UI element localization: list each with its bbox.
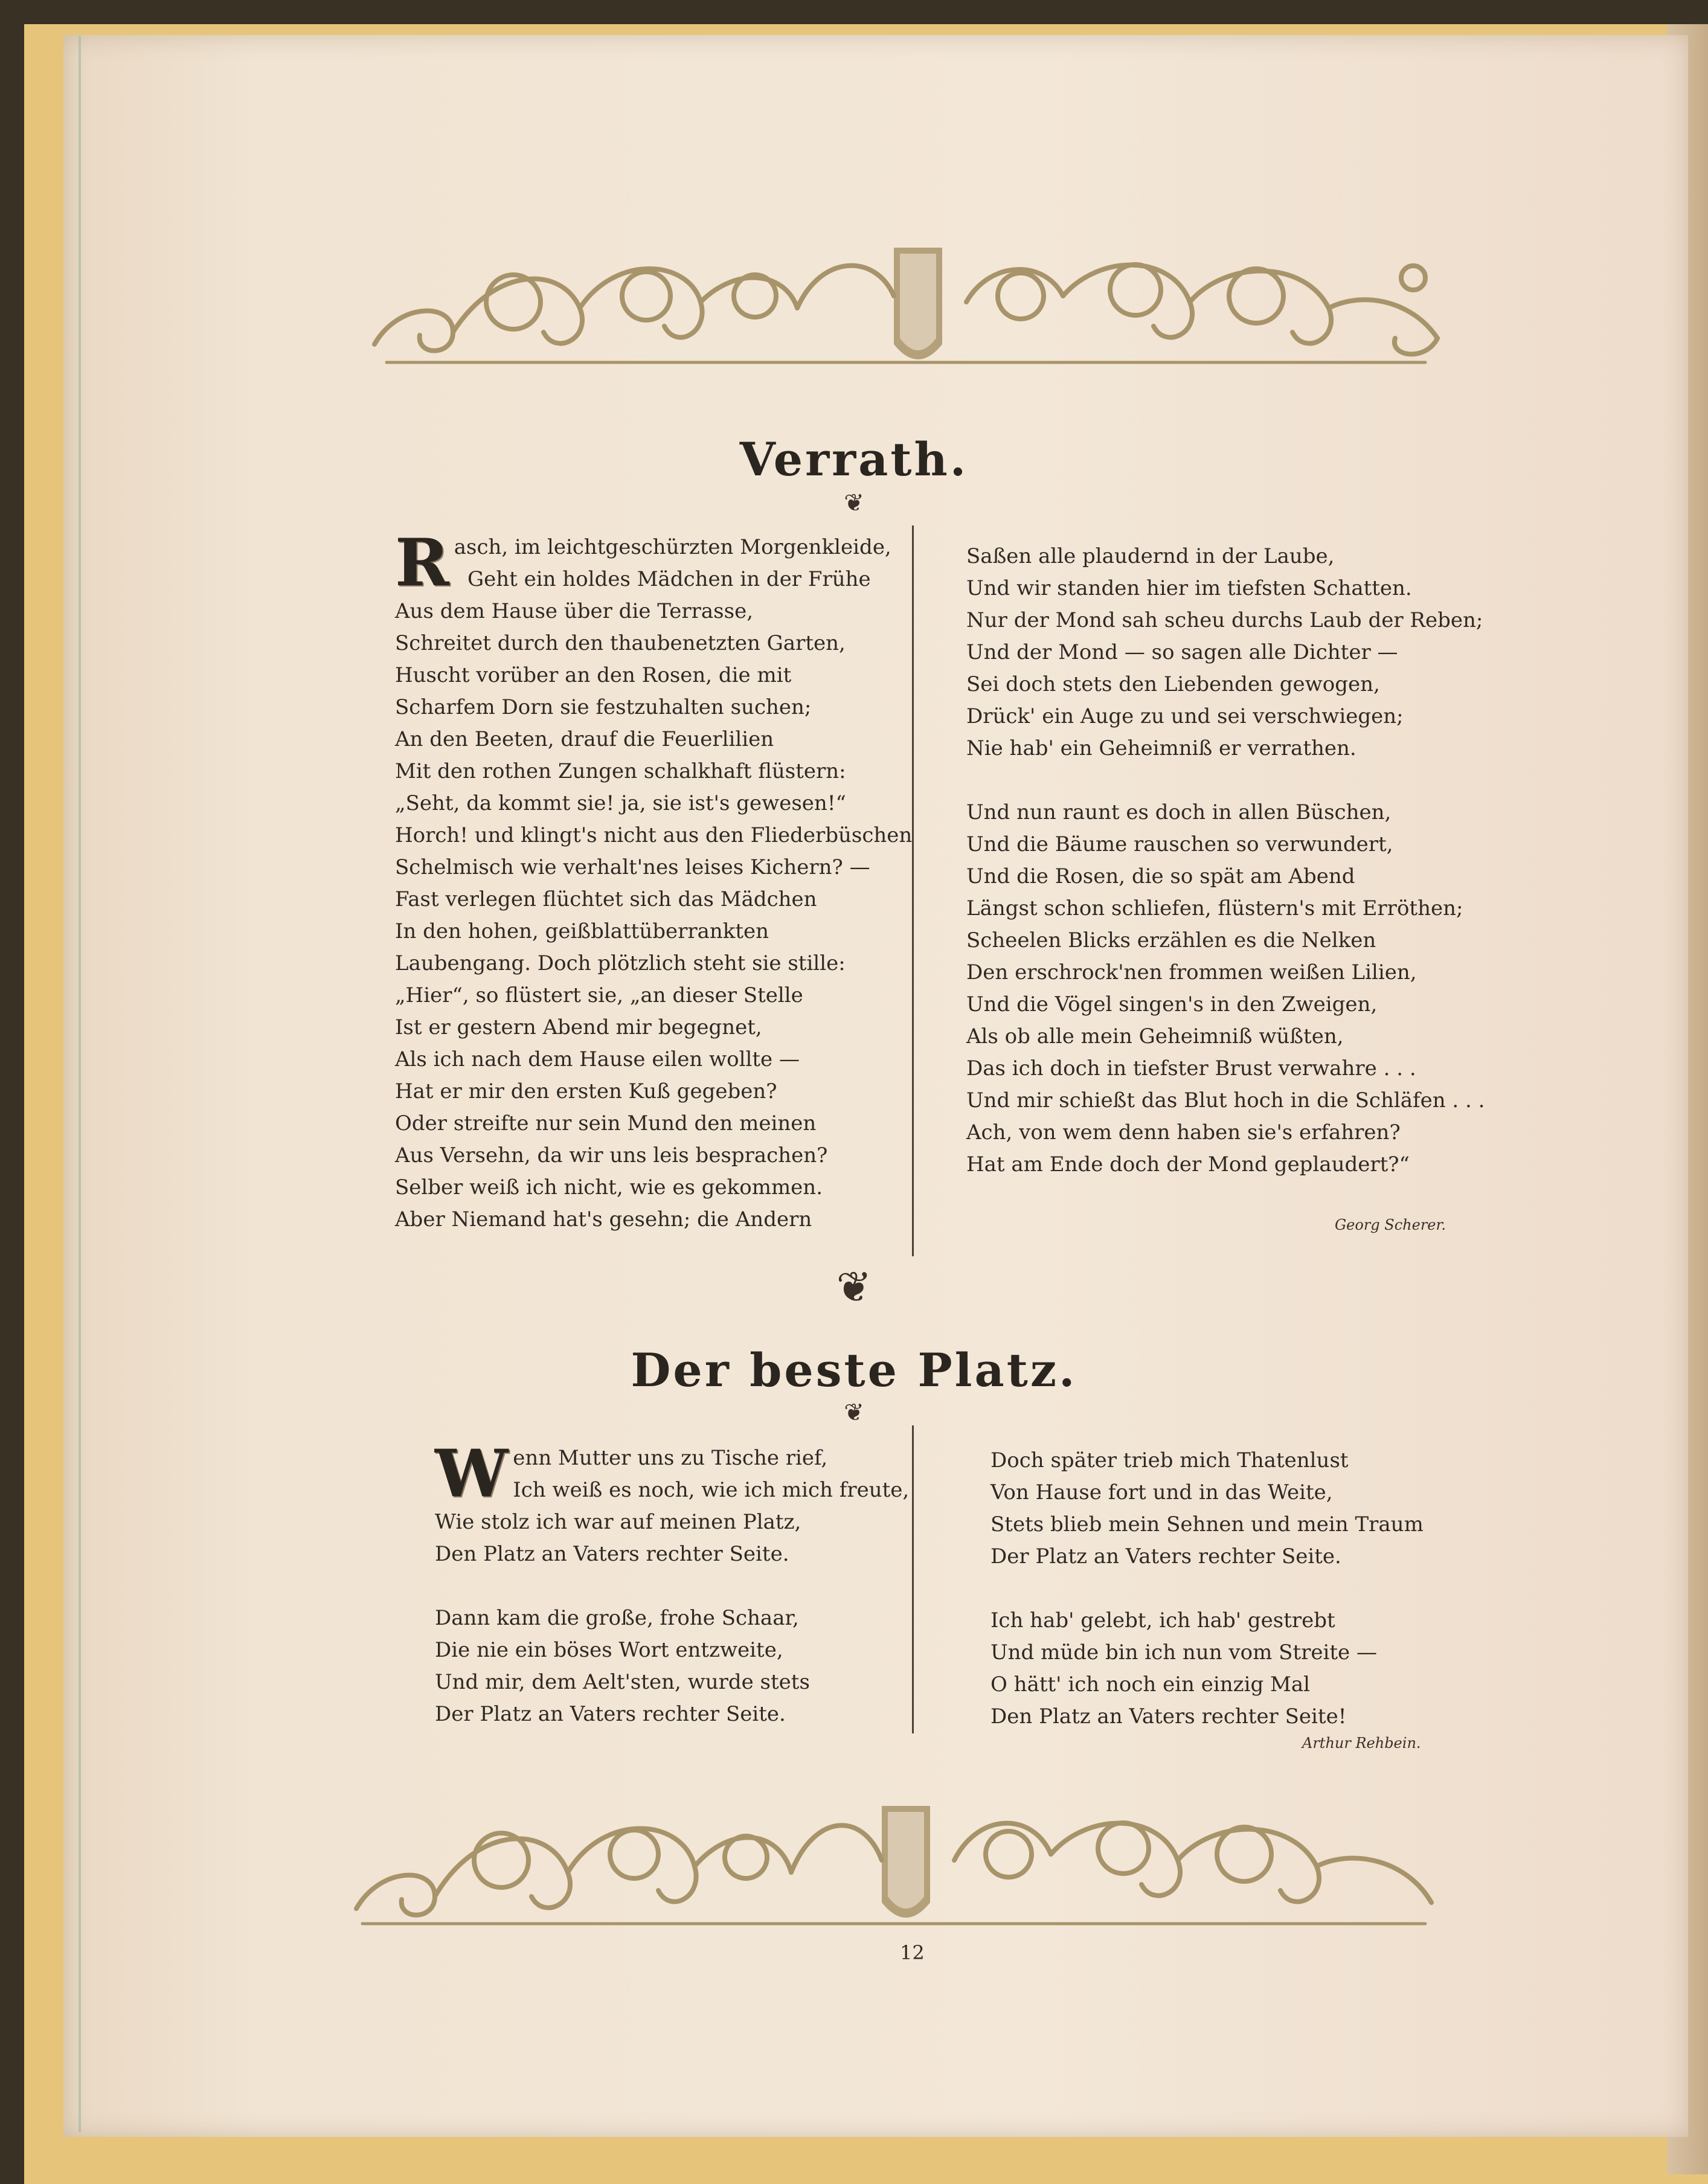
poem-line: Aus dem Hause über die Terrasse, <box>395 599 754 623</box>
poem-line: Dann kam die große, frohe Schaar, <box>435 1606 799 1630</box>
poem-line: Und mir, dem Aelt'sten, wurde stets <box>435 1670 810 1694</box>
poem-line: Oder streifte nur sein Mund den meinen <box>395 1111 817 1135</box>
poem-line: Aus Versehn, da wir uns leis besprachen? <box>395 1143 828 1167</box>
poem2-right-column <box>990 1445 1424 1733</box>
poem-line: Nur der Mond sah scheu durchs Laub der Reben; <box>966 608 1483 632</box>
poem-line: Ist er gestern Abend mir begegnet, <box>395 1015 762 1039</box>
poem-line: Und der Mond — so sagen alle Dichter — <box>966 640 1398 664</box>
poem-line: Und die Bäume rauschen so verwundert, <box>966 832 1393 856</box>
stanza <box>990 1605 1424 1733</box>
poem-line: Und nun raunt es doch in allen Büschen, <box>966 800 1392 824</box>
poem-line: Als ich nach dem Hause eilen wollte — <box>395 1047 800 1071</box>
column-divider <box>912 525 914 1256</box>
poem-line: Laubengang. Doch plötzlich steht sie stille: <box>395 951 846 975</box>
poem-line: „Seht, da kommt sie! ja, sie ist's gewesen!“ <box>395 791 846 815</box>
poem-line: Das ich doch in tiefster Brust verwahre . . . <box>966 1056 1416 1081</box>
poem-line: An den Beeten, drauf die Feuerlilien <box>395 727 774 751</box>
poem-line: Scharfem Dorn sie festzuhalten suchen; <box>395 695 812 719</box>
fleuron-icon: ❦ <box>844 489 864 517</box>
poem-line: Hat er mir den ersten Kuß gegeben? <box>395 1079 777 1103</box>
poem-line: Der Platz an Vaters rechter Seite. <box>990 1544 1341 1569</box>
poem-line: Die nie ein böses Wort entzweite, <box>435 1638 783 1662</box>
poem1-title: Verrath. <box>739 432 969 486</box>
poem-line: Schreitet durch den thaubenetzten Garten, <box>395 631 846 655</box>
poem1-author: Georg Scherer. <box>1335 1216 1446 1233</box>
poem-line: O hätt' ich noch ein einzig Mal <box>990 1672 1310 1697</box>
poem-line: Huscht vorüber an den Rosen, die mit <box>395 663 792 687</box>
ornament-top <box>362 230 1450 374</box>
poem2-author: Arthur Rehbein. <box>1302 1735 1421 1752</box>
poem-line: Sei doch stets den Liebenden gewogen, <box>966 672 1380 696</box>
poem-line: Ich weiß es noch, wie ich mich freute, <box>513 1478 910 1502</box>
poem-line: asch, im leichtgeschürzten Morgenkleide, <box>454 535 891 559</box>
poem-line: Selber weiß ich nicht, wie es gekommen. <box>395 1175 823 1200</box>
poem-line: Den erschrock'nen frommen weißen Lilien, <box>966 960 1417 984</box>
poem-line: Von Hause fort und in das Weite, <box>990 1480 1333 1505</box>
poem-line: enn Mutter uns zu Tische rief, <box>513 1446 828 1470</box>
poem-line: Doch später trieb mich Thatenlust <box>990 1448 1349 1473</box>
poem-line: Geht ein holdes Mädchen in der Frühe <box>467 567 871 591</box>
fleuron-icon: ❦ <box>836 1262 872 1312</box>
poem-line: Hat am Ende doch der Mond geplaudert?“ <box>966 1152 1410 1177</box>
poem2-title: Der beste Platz. <box>631 1343 1077 1397</box>
poem-line: Stets blieb mein Sehnen und mein Traum <box>990 1512 1424 1537</box>
poem1-right-column <box>966 541 1485 1181</box>
column-divider <box>912 1425 914 1733</box>
poem-line: Wie stolz ich war auf meinen Platz, <box>435 1510 801 1534</box>
poem-line: „Hier“, so flüstert sie, „an dieser Stelle <box>395 983 803 1007</box>
stanza <box>966 541 1485 765</box>
page-number: 12 <box>900 1941 925 1964</box>
poem-line: Aber Niemand hat's gesehn; die Andern <box>395 1207 812 1232</box>
fleuron-icon: ❦ <box>844 1399 864 1427</box>
poem-line: Horch! und klingt's nicht aus den Fliederbüschen <box>395 823 913 847</box>
poem1-left-column <box>395 525 913 1236</box>
poem-line: Den Platz an Vaters rechter Seite! <box>990 1704 1347 1729</box>
dropcap: R <box>395 525 449 601</box>
stanza <box>966 797 1485 1181</box>
poem-line: In den hohen, geißblattüberrankten <box>395 919 769 943</box>
stanza <box>435 1436 910 1570</box>
poem-line: Mit den rothen Zungen schalkhaft flüstern: <box>395 759 846 783</box>
stanza <box>435 1602 904 1730</box>
poem-line: Und die Rosen, die so spät am Abend <box>966 864 1355 888</box>
poem2-left-column <box>435 1436 910 1730</box>
poem-line: Schelmisch wie verhalt'nes leises Kichern? — <box>395 855 870 879</box>
poem-line: Saßen alle plaudernd in der Laube, <box>966 544 1335 568</box>
poem-line: Der Platz an Vaters rechter Seite. <box>435 1702 786 1726</box>
poem-line: Als ob alle mein Geheimniß wüßten, <box>966 1024 1344 1049</box>
ornament-bottom <box>344 1788 1443 1933</box>
poem-line: Und die Vögel singen's in den Zweigen, <box>966 992 1378 1017</box>
poem-line: Und wir standen hier im tiefsten Schatten. <box>966 576 1412 600</box>
poem-line: Nie hab' ein Geheimniß er verrathen. <box>966 736 1356 760</box>
poem-line: Fast verlegen flüchtet sich das Mädchen <box>395 887 817 911</box>
poem-line: Scheelen Blicks erzählen es die Nelken <box>966 928 1376 952</box>
spine-line <box>79 36 81 2132</box>
dropcap: W <box>435 1436 509 1512</box>
poem-line: Und mir schießt das Blut hoch in die Schläfen . . . <box>966 1088 1485 1113</box>
poem-line: Ach, von wem denn haben sie's erfahren? <box>966 1120 1401 1145</box>
poem-line: Den Platz an Vaters rechter Seite. <box>435 1542 789 1566</box>
poem-line: Längst schon schliefen, flüstern's mit Erröthen; <box>966 896 1463 920</box>
poem-line: Und müde bin ich nun vom Streite — <box>990 1640 1377 1665</box>
poem-line: Drück' ein Auge zu und sei verschwiegen; <box>966 704 1404 728</box>
stanza <box>990 1445 1424 1573</box>
poem-line: Ich hab' gelebt, ich hab' gestrebt <box>990 1608 1335 1633</box>
